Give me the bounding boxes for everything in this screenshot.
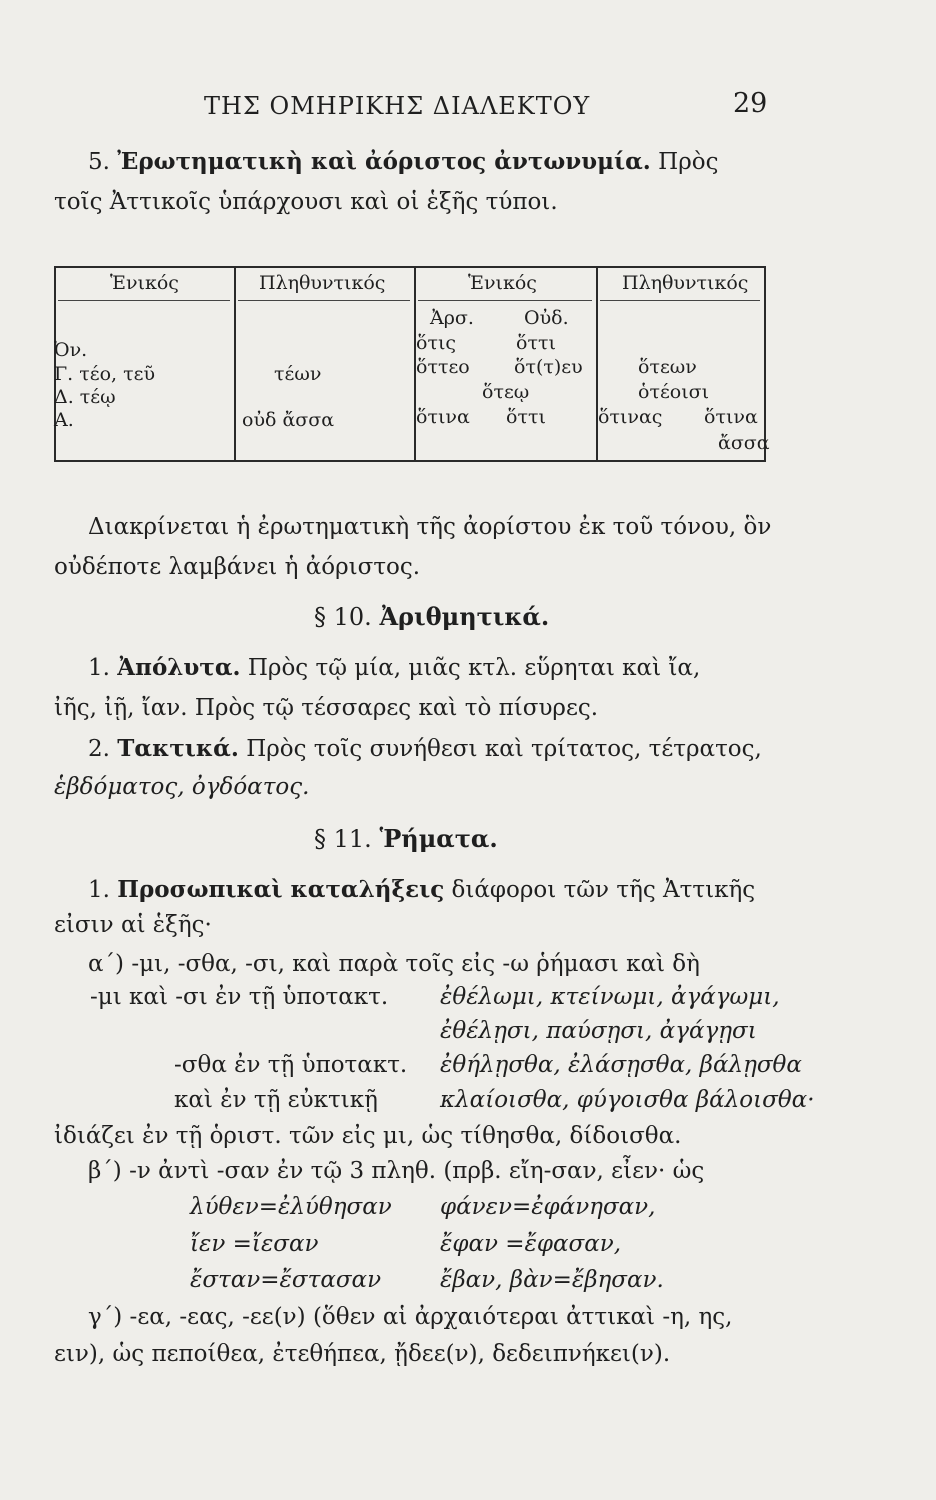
col-header-singular-1: Ἑνικός [110,272,179,294]
ending-sth-subj-examples: ἐθήλῃσθα, ἐλάσῃσθα, βάλῃσθα [440,1052,802,1078]
section11-item1 [88,878,755,902]
pronoun-table [54,266,770,462]
ending-gamma-line2: ειν), ὡς πεποίθεα, ἐτεθήπεα, ᾔδεε(ν), δεδειπνήκει(ν). [54,1341,671,1367]
gen-neuter: ὅτ(τ)ευ [514,356,583,378]
section5-line1-rest: Πρὸς [658,149,719,175]
section10-item1 [88,656,700,680]
plural2-acc-masculine: ὅτινας [598,406,663,428]
ending-alpha-line1 [88,953,700,976]
table-col-rule-3 [596,266,598,462]
section10-item1-number: 1. [88,655,110,681]
ending-alpha-note: ἰδιάζει ἐν τῇ ὁριστ. τῶν εἰς μι, ὡς τίθησθα, δίδοισθα. [54,1123,682,1149]
beta-example-2-left: ἴεν =ἴεσαν [190,1231,319,1257]
beta-example-1-right: φάνεν=ἐφάνησαν, [440,1194,656,1220]
col-header-plural-2: Πληθυντικός [622,272,749,294]
case-genitive: Γ. τέο, τεῦ [54,363,156,385]
section10-item2-heading: Τακτικά. [117,735,239,762]
ending-gamma-label: γ΄) [88,1304,123,1330]
section11-item1-heading: Προσωπικαὶ καταλήξεις [117,876,445,903]
section5-number: 5. [88,149,110,175]
plural2-acc-neuter: ὅτινα [704,406,758,428]
running-header: ΤΗΣ ΟΜΗΡΙΚΗΣ ΔΙΑΛΕΚΤΟΥ [204,92,591,120]
header-underline-4 [600,300,760,301]
plural2-genitive: ὅτεων [638,356,697,378]
nom-masculine: ὅτις [416,332,457,354]
ending-beta-text: -ν ἀντὶ -σαν ἐν τῷ 3 πληθ. (πρβ. εἴη-σαν, εἶεν· ὡς [129,1158,705,1184]
beta-example-2-right: ἔφαν =ἔφασαν, [440,1231,622,1257]
ending-sth-opt-examples: κλαίοισθα, φύγοισθα βάλοισθα· [440,1087,815,1113]
acc-neuter: ὅττι [506,406,546,428]
table-col-rule-1 [234,266,236,462]
section11-title: Ῥήματα. [379,824,498,853]
section10-item1-line2: ἰῆς, ἰῇ, ἴαν. Πρὸς τῷ τέσσαρες καὶ τὸ πίσυρες. [54,695,599,721]
acc-masculine: ὅτινα [416,406,470,428]
col-header-plural-1: Πληθυντικός [259,272,386,294]
section10-item2-number: 2. [88,736,110,762]
section11-number: § 11. [314,825,372,853]
section11-item1-text: διάφοροι τῶν τῆς Ἀττικῆς [451,877,756,903]
section10-item1-text: Πρὸς τῷ μία, μιᾶς κτλ. εὕρηται καὶ ἴα, [247,655,701,681]
ending-alpha-text: -μι, -σθα, -σι, καὶ παρὰ τοῖς εἰς -ω ῥήμασι καὶ δὴ [131,951,700,977]
ending-alpha-subj-left: -μι καὶ -σι ἐν τῇ ὑποτακτ. [90,984,389,1010]
sub-header-neuter: Οὐδ. [524,307,569,329]
sub-header-masculine: Ἀρσ. [430,307,474,329]
case-accusative: Α. [54,409,74,431]
distinction-line1: Διακρίνεται ἡ ἐρωτηματικὴ τῆς ἀορίστου ἐκ τοῦ τόνου, ὃν [88,514,772,540]
plural-genitive: τέων [274,363,322,385]
beta-example-3-right: ἔβαν, βὰν=ἔβησαν. [440,1267,664,1293]
ending-alpha-label: α΄) [88,951,125,977]
section5-line2: τοῖς Ἀττικοῖς ὑπάρχουσι καὶ οἱ ἑξῆς τύποι. [54,189,558,215]
section10-item2 [88,737,762,761]
beta-example-3-left: ἔσταν=ἔστασαν [190,1267,382,1293]
header-underline-3 [418,300,592,301]
ending-sth-subj-left: -σθα ἐν τῇ ὑποτακτ. [174,1052,408,1078]
ending-alpha-subj-examples-2: ἐθέλῃσι, παύσῃσι, ἀγάγῃσι [440,1018,757,1044]
dat-singular: ὅτεῳ [482,381,530,403]
table-top-rule [54,266,766,268]
col-header-singular-2: Ἑνικός [468,272,537,294]
header-underline-1 [58,300,230,301]
plural-accusative: οὐδ ἄσσα [242,409,335,431]
ending-beta-label: β΄) [88,1158,122,1184]
section10-heading [314,602,550,631]
header-underline-2 [238,300,410,301]
section5-heading: Ἐρωτηματικὴ καὶ ἀόριστος ἀντωνυμία. [117,148,651,175]
section11-item1-line2: εἰσιν αἱ ἑξῆς· [54,912,212,938]
section10-item2-line2: ἑβδόματος, ὀγδόατος. [54,774,310,800]
section10-item2-text: Πρὸς τοῖς συνήθεσι καὶ τρίτατος, τέτρατος, [246,736,762,762]
section11-item1-number: 1. [88,877,110,903]
ending-beta-line1 [88,1160,704,1183]
plural2-dative: ὁτέοισι [638,381,710,403]
gen-masculine: ὅττεο [416,356,470,378]
table-bottom-rule [54,460,766,462]
section11-heading [314,824,498,853]
plural2-acc-neuter-alt: ἄσσα [718,432,770,454]
distinction-line2: οὐδέποτε λαμβάνει ἡ ἀόριστος. [54,554,421,580]
section10-item1-heading: Ἀπόλυτα. [117,654,241,681]
section10-title: Ἀριθμητικά. [379,602,550,631]
case-dative: Δ. τέῳ [54,386,116,408]
section10-number: § 10. [314,603,372,631]
case-nominative: Ὀν. [54,339,88,361]
beta-example-1-left: λύθεν=ἐλύθησαν [190,1194,392,1220]
ending-gamma-line1 [88,1306,732,1329]
ending-gamma-text: -εα, -εας, -εε(ν) (ὅθεν αἱ ἀρχαιότεραι ἀττικαὶ -η, ης, [129,1304,733,1330]
ending-alpha-subj-examples: ἐθέλωμι, κτείνωμι, ἀγάγωμι, [440,984,780,1010]
ending-sth-opt-left: καὶ ἐν τῇ εὐκτικῇ [174,1087,378,1113]
section5-line1 [88,150,718,174]
nom-neuter: ὅττι [516,332,556,354]
page-number: 29 [733,88,768,119]
